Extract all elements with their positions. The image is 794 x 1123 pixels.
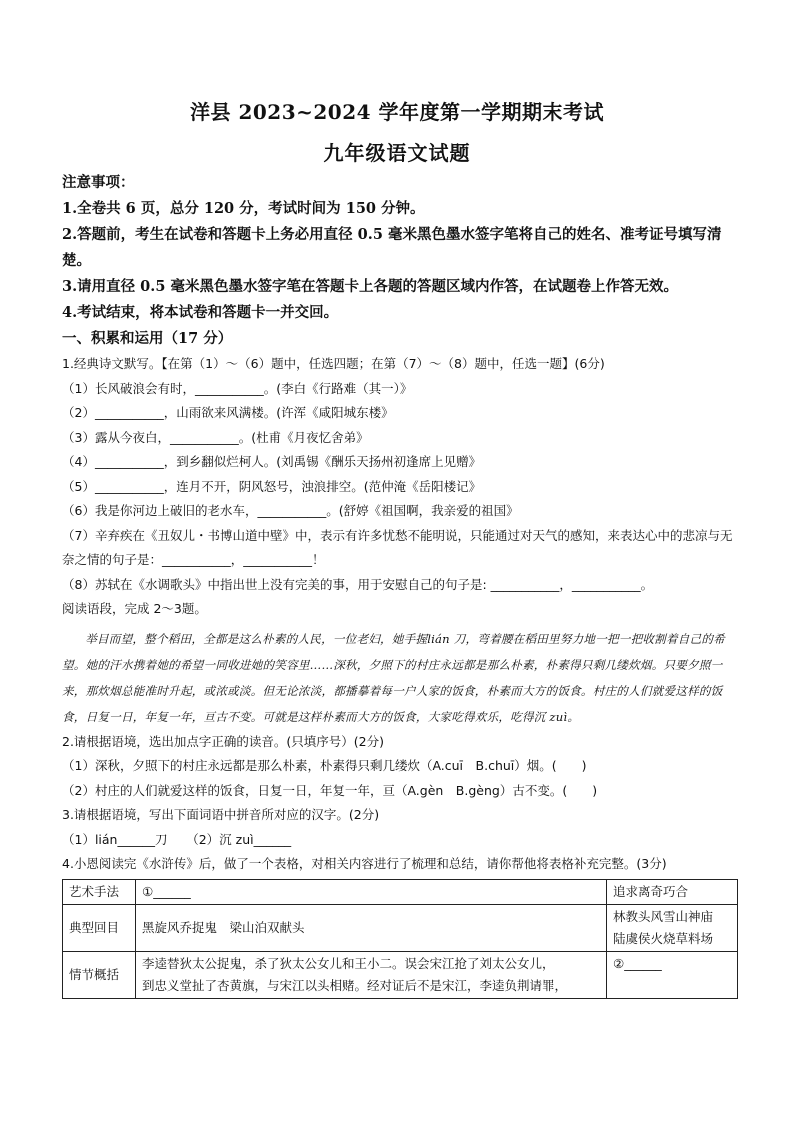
table-cell-summary bbox=[136, 951, 607, 998]
summary-line-2: 到忠义堂扯了杏黄旗，与宋江以头相赌。经对证后不是宋江，李逵负荆请罪， bbox=[142, 977, 568, 993]
table-cell-blank-2: ②______ bbox=[607, 951, 738, 998]
table-cell-label: 艺术手法 bbox=[63, 879, 136, 904]
q2-item-1: （1）深秋，夕照下的村庄永远都是那么朴素，朴素得只剩几缕炊（A.cuī B.chuī）烟。( ) bbox=[62, 758, 587, 773]
q1-stem: 1.经典诗文默写。【在第（1）～（6）题中，任选四题；在第（7）～（8）题中，任选一题】(6分) bbox=[62, 356, 605, 371]
reading-intro: 阅读语段，完成 2～3题。 bbox=[62, 601, 207, 616]
q3-stem: 3.请根据语境，写出下面词语中拼音所对应的汉字。(2分) bbox=[62, 807, 380, 822]
table-cell-blank-1: ①______ bbox=[136, 879, 607, 904]
q1-item-2: （2）___________，山雨欲来风满楼。(许浑《咸阳城东楼》 bbox=[62, 405, 394, 420]
reading-passage: 举目而望，整个稻田，全都是这么朴素的人民，一位老妇，她手握lián 刀，弯着腰在稻田里努力地一把一把收割着自己的希望。她的汗水携着她的希望一同收进她的笑容里……深秋，夕照下的村庄永远都是那么朴素，朴素得只剩几缕炊烟。只要夕照一来，那炊烟总能准时升起，或浓或淡。但无论浓淡，都播摹着每一户人家的饭食，朴素而大方的饭食。村庄的人们就爱这样的饭食，日复一日，年复一年，亘古不变。可就是这样朴素而大方的饭食，大家吃得欢乐，吃得沉 zuì。 bbox=[62, 631, 725, 724]
exam-subtitle: 九年级语文试题 bbox=[323, 141, 471, 165]
table-cell-right bbox=[607, 904, 738, 951]
table-cell-right: 追求离奇巧合 bbox=[607, 879, 738, 904]
q4-stem: 4.小恩阅读完《水浒传》后，做了一个表格，对相关内容进行了梳理和总结，请你帮他将表格补充完整。(3分) bbox=[62, 856, 667, 871]
exam-body bbox=[62, 170, 738, 999]
q1-item-6: （6）我是你河边上破旧的老水车，___________。(舒婷《祖国啊，我亲爱的祖国》 bbox=[62, 503, 519, 518]
exam-title: 洋县 2023~2024 学年度第一学期期末考试 bbox=[189, 100, 604, 124]
q3-items: （1）lián______刀 （2）沉 zuì______ bbox=[62, 831, 292, 847]
q1-item-8: （8）苏轼在《水调歌头》中指出世上没有完美的事，用于安慰自己的句子是: ___________，___________。 bbox=[62, 576, 654, 592]
q1-item-3: （3）露从今夜白，___________。(杜甫《月夜忆舍弟》 bbox=[62, 429, 369, 445]
q2-stem: 2.请根据语境，选出加点字正确的读音。(只填序号）(2分) bbox=[62, 733, 385, 749]
q1-item-7: （7）辛弃疾在《丑奴儿・书博山道中壁》中，表示有许多忧愁不能明说，只能通过对天气的感知，来表达心中的悲凉与无奈之情的句子是：___________，___________！ bbox=[62, 527, 733, 567]
table-row bbox=[63, 879, 738, 904]
table-row bbox=[63, 904, 738, 951]
notice-heading: 注意事项： bbox=[62, 174, 135, 191]
notice-item-2: 2.答题前，考生在试卷和答题卡上务必用直径 0.5 毫米黑色墨水签字笔将自己的姓名、准考证号填写清楚。 bbox=[62, 226, 722, 269]
q2-item-2: （2）村庄的人们就爱这样的饭食，日复一日，年复一年，亘（A.gèn B.gèng）古不变。( ) bbox=[62, 782, 598, 798]
notice-item-3: 3.请用直径 0.5 毫米黑色墨水签字笔在答题卡上各题的答题区域内作答，在试题卷上作答无效。 bbox=[62, 278, 678, 295]
table-cell-label: 情节概括 bbox=[63, 951, 136, 998]
q4-table bbox=[62, 879, 738, 999]
table-cell-chapters: 黑旋风乔捉鬼 梁山泊双献头 bbox=[136, 904, 607, 951]
q1-item-4: （4）___________，到乡翻似烂柯人。(刘禹锡《酬乐天扬州初逢席上见赠》 bbox=[62, 454, 482, 469]
notice-item-4: 4.考试结束，将本试卷和答题卡一并交回。 bbox=[62, 304, 339, 321]
chapter-title-1: 林教头风雪山神庙 bbox=[613, 908, 714, 924]
chapter-title-2: 陆虞侯火烧草料场 bbox=[613, 930, 714, 946]
table-cell-label: 典型回目 bbox=[63, 904, 136, 951]
section-heading: 一、积累和运用（17 分） bbox=[62, 330, 233, 347]
summary-line-1: 李逵替狄太公捉鬼，杀了狄太公女儿和王小二。误会宋江抢了刘太公女儿， bbox=[142, 955, 555, 971]
table-row bbox=[63, 951, 738, 998]
q1-item-1: （1）长风破浪会有时，___________。(李白《行路难（其一）》 bbox=[62, 380, 413, 396]
notice-item-1: 1.全卷共 6 页，总分 120 分，考试时间为 150 分钟。 bbox=[62, 200, 425, 217]
q1-item-5: （5）___________，连月不开，阴风怒号，浊浪排空。(范仲淹《岳阳楼记》 bbox=[62, 478, 482, 494]
